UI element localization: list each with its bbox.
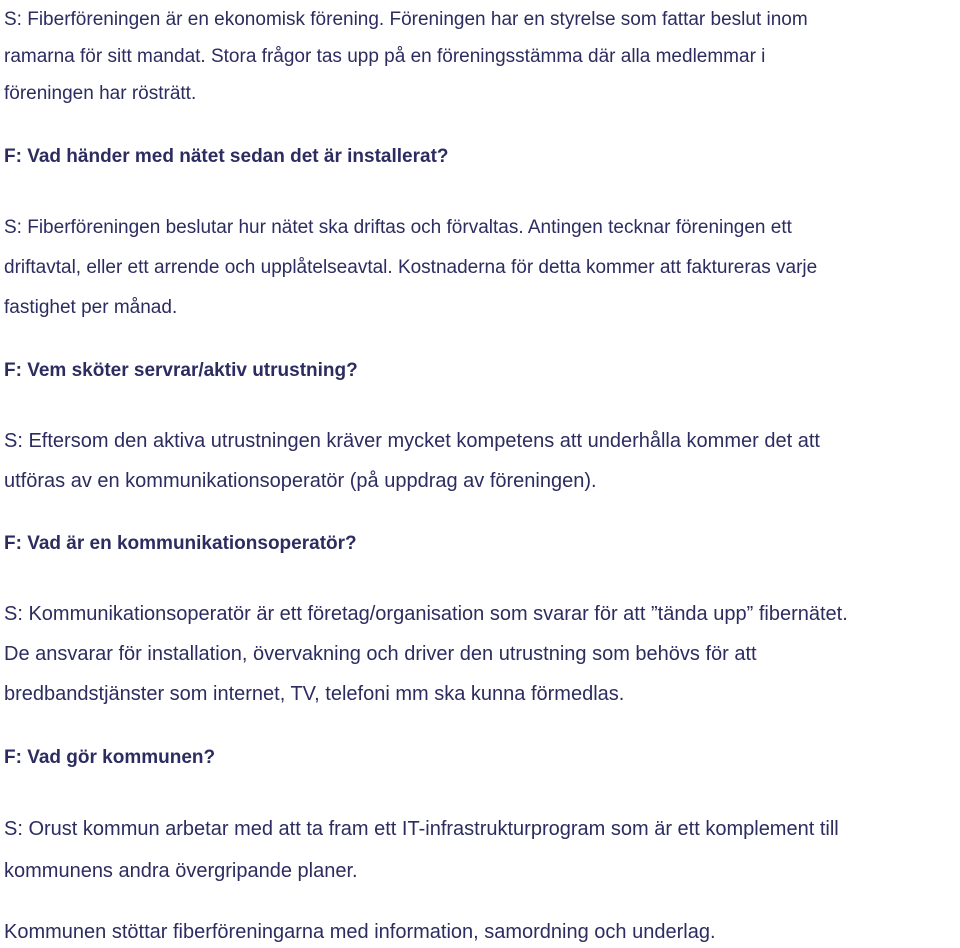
answer-paragraph xyxy=(4,594,848,714)
text-line: S: Orust kommun arbetar med att ta fram ett IT-infrastrukturprogram som är ett komplement till xyxy=(4,818,839,840)
text-line: S: Kommunikationsoperatör är ett företag/organisation som svarar för att ”tända upp” fibernätet. xyxy=(4,603,848,625)
question-heading xyxy=(4,528,357,560)
answer-paragraph xyxy=(4,1,808,112)
answer-paragraph xyxy=(4,808,839,892)
question-heading xyxy=(4,742,215,774)
text-line: utföras av en kommunikationsoperatör (på uppdrag av föreningen). xyxy=(4,470,597,492)
text-line: F: Vad är en kommunikationsoperatör? xyxy=(4,533,357,554)
text-line: driftavtal, eller ett arrende och upplåtelseavtal. Kostnaderna för detta kommer att faktureras varje xyxy=(4,257,818,278)
text-line: F: Vem sköter servrar/aktiv utrustning? xyxy=(4,360,358,381)
text-line: föreningen har rösträtt. xyxy=(4,83,197,104)
text-line: fastighet per månad. xyxy=(4,297,178,318)
answer-paragraph xyxy=(4,208,817,328)
answer-paragraph xyxy=(4,916,716,948)
question-heading xyxy=(4,355,358,387)
text-line: Kommunen stöttar fiberföreningarna med information, samordning och underlag. xyxy=(4,921,716,943)
answer-paragraph xyxy=(4,421,820,501)
text-line: F: Vad gör kommunen? xyxy=(4,747,216,768)
text-line: De ansvarar för installation, övervakning och driver den utrustning som behövs för att xyxy=(4,643,757,665)
text-line: S: Fiberföreningen är en ekonomisk förening. Föreningen har en styrelse som fattar beslut inom xyxy=(4,9,808,30)
text-line: bredbandstjänster som internet, TV, telefoni mm ska kunna förmedlas. xyxy=(4,683,625,705)
text-line: S: Fiberföreningen beslutar hur nätet ska driftas och förvaltas. Antingen tecknar föreningen ett xyxy=(4,217,792,238)
text-line: ramarna för sitt mandat. Stora frågor tas upp på en föreningsstämma där alla medlemmar i xyxy=(4,46,766,67)
text-line: F: Vad händer med nätet sedan det är installerat? xyxy=(4,146,449,167)
text-line: kommunens andra övergripande planer. xyxy=(4,860,358,882)
question-heading xyxy=(4,141,449,173)
text-line: S: Eftersom den aktiva utrustningen kräver mycket kompetens att underhålla kommer det att xyxy=(4,430,820,452)
